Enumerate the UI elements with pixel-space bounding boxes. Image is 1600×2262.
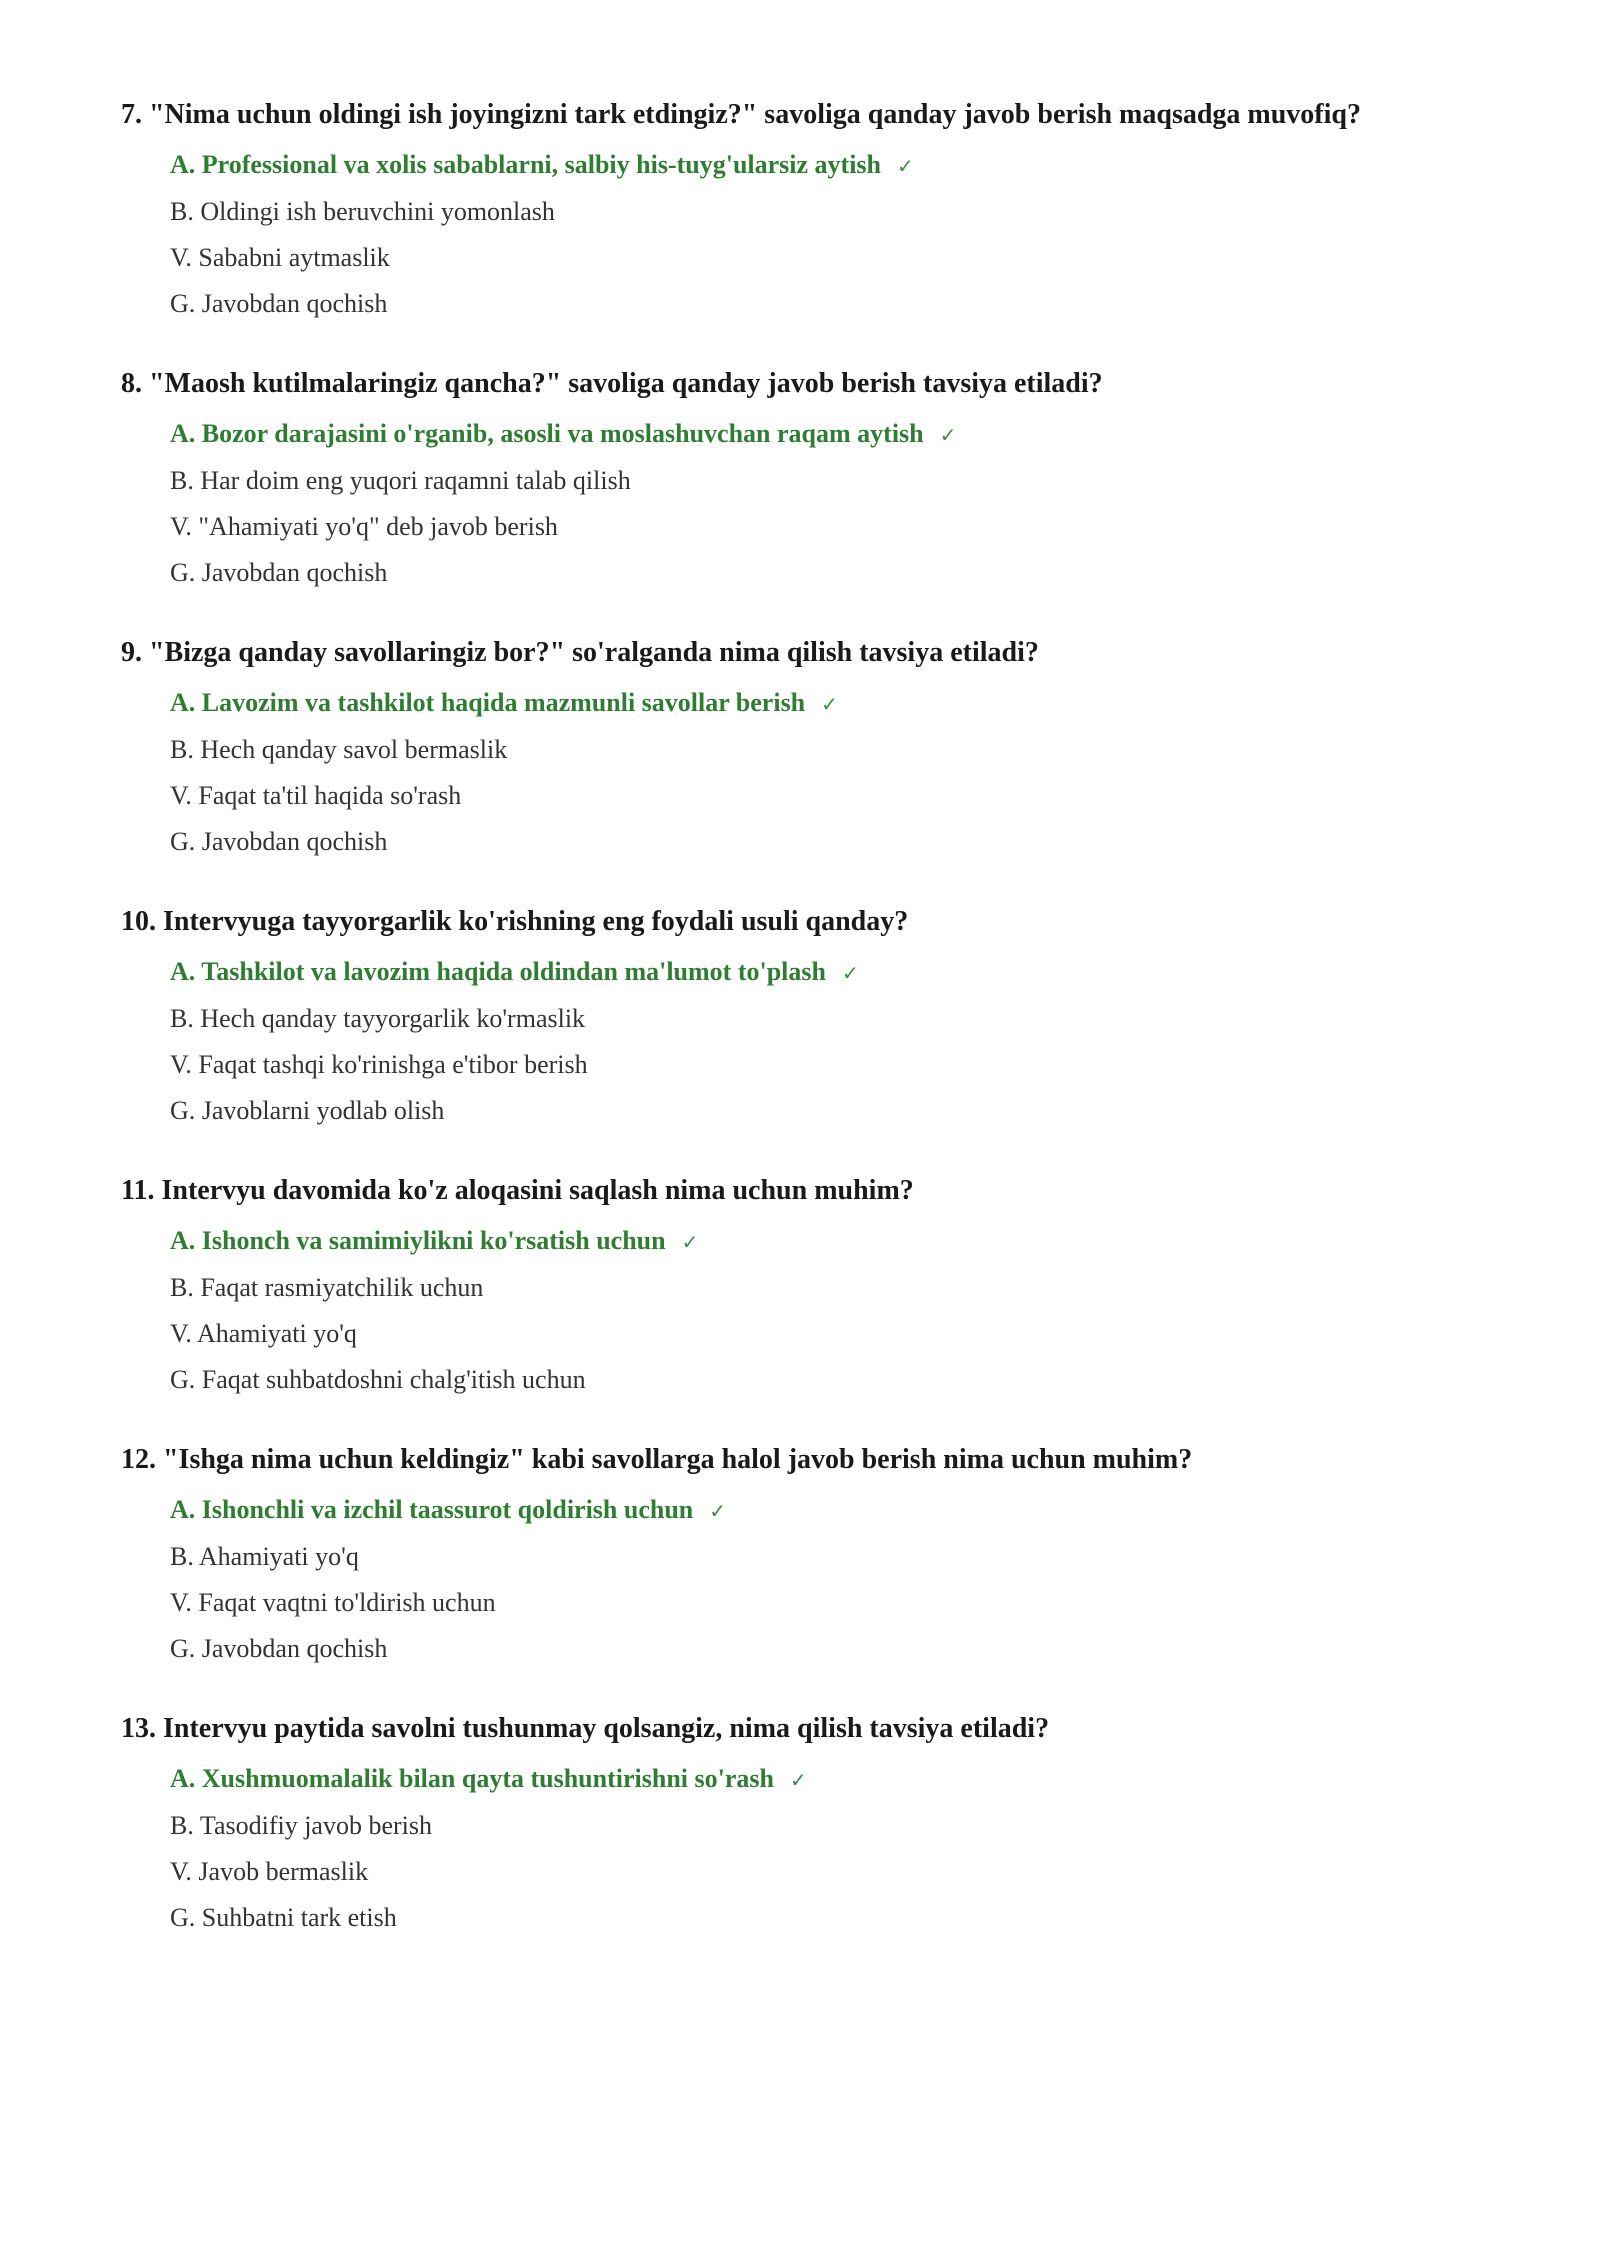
option-text: A. Tashkilot va lavozim haqida oldindan ma'lumot to'plash bbox=[170, 956, 826, 986]
answer-option bbox=[170, 1580, 1421, 1626]
answer-option bbox=[170, 1849, 1421, 1895]
answer-option bbox=[170, 996, 1421, 1042]
question-block bbox=[121, 635, 1421, 865]
question-number: 11. bbox=[121, 1175, 155, 1206]
option-text: B. Faqat rasmiyatchilik uchun bbox=[170, 1272, 484, 1302]
answer-options bbox=[121, 1218, 1421, 1403]
question-number: 9. bbox=[121, 637, 142, 668]
checkmark-icon: ✓ bbox=[821, 691, 838, 716]
question-heading bbox=[121, 904, 1421, 939]
question-heading bbox=[121, 97, 1421, 132]
option-text: G. Javobdan qochish bbox=[170, 288, 388, 318]
option-text: B. Hech qanday tayyorgarlik ko'rmaslik bbox=[170, 1003, 586, 1033]
answer-options bbox=[121, 949, 1421, 1134]
answer-option bbox=[170, 1895, 1421, 1941]
answer-option bbox=[170, 189, 1421, 235]
question-text: Intervyuga tayyorgarlik ko'rishning eng foydali usuli qanday? bbox=[163, 906, 909, 937]
option-text: G. Suhbatni tark etish bbox=[170, 1902, 397, 1932]
option-text: A. Ishonch va samimiylikni ko'rsatish uchun bbox=[170, 1225, 666, 1255]
question-text: "Ishga nima uchun keldingiz" kabi savollarga halol javob berish nima uchun muhim? bbox=[163, 1444, 1193, 1475]
answer-option bbox=[170, 1042, 1421, 1088]
question-text: "Nima uchun oldingi ish joyingizni tark etdingiz?" savoliga qanday javob berish maqsadga muvofiq? bbox=[149, 99, 1361, 130]
checkmark-icon: ✓ bbox=[681, 1229, 699, 1254]
question-text: "Maosh kutilmalaringiz qancha?" savoliga qanday javob berish tavsiya etiladi? bbox=[149, 368, 1103, 399]
checkmark-icon: ✓ bbox=[897, 153, 914, 178]
answer-option bbox=[170, 1626, 1421, 1672]
answer-options bbox=[121, 142, 1421, 327]
option-text: G. Javobdan qochish bbox=[170, 557, 388, 587]
correct-answer-option bbox=[170, 1756, 1421, 1803]
option-text: V. Ahamiyati yo'q bbox=[170, 1318, 357, 1348]
answer-option bbox=[170, 1088, 1421, 1134]
question-text: Intervyu davomida ko'z aloqasini saqlash nima uchun muhim? bbox=[161, 1175, 914, 1206]
question-heading bbox=[121, 1442, 1421, 1477]
correct-answer-option bbox=[170, 411, 1421, 458]
question-text: "Bizga qanday savollaringiz bor?" so'ralganda nima qilish tavsiya etiladi? bbox=[149, 637, 1039, 668]
answer-option bbox=[170, 281, 1421, 327]
option-text: V. Faqat vaqtni to'ldirish uchun bbox=[170, 1587, 496, 1617]
answer-options bbox=[121, 1487, 1421, 1672]
question-heading bbox=[121, 366, 1421, 401]
question-number: 12. bbox=[121, 1444, 156, 1475]
option-text: A. Bozor darajasini o'rganib, asosli va moslashuvchan raqam aytish bbox=[170, 418, 924, 448]
option-text: A. Ishonchli va izchil taassurot qoldirish uchun bbox=[170, 1494, 694, 1524]
correct-answer-option bbox=[170, 680, 1421, 727]
question-block bbox=[121, 366, 1421, 596]
answer-option bbox=[170, 504, 1421, 550]
question-number: 10. bbox=[121, 906, 156, 937]
question-block bbox=[121, 97, 1421, 327]
option-text: B. Hech qanday savol bermaslik bbox=[170, 734, 508, 764]
option-text: V. Faqat tashqi ko'rinishga e'tibor berish bbox=[170, 1049, 588, 1079]
checkmark-icon: ✓ bbox=[841, 960, 859, 985]
answer-option bbox=[170, 773, 1421, 819]
answer-option bbox=[170, 235, 1421, 281]
option-text: A. Xushmuomalalik bilan qayta tushuntirishni so'rash bbox=[170, 1763, 774, 1793]
question-block bbox=[121, 1173, 1421, 1403]
option-text: B. Har doim eng yuqori raqamni talab qilish bbox=[170, 465, 631, 495]
correct-answer-option bbox=[170, 949, 1421, 996]
question-block bbox=[121, 1442, 1421, 1672]
option-text: A. Lavozim va tashkilot haqida mazmunli savollar berish bbox=[170, 687, 806, 717]
answer-options bbox=[121, 680, 1421, 865]
answer-option bbox=[170, 819, 1421, 865]
question-block bbox=[121, 1711, 1421, 1941]
checkmark-icon: ✓ bbox=[939, 422, 957, 447]
answer-option bbox=[170, 1534, 1421, 1580]
option-text: V. "Ahamiyati yo'q" deb javob berish bbox=[170, 511, 558, 541]
option-text: G. Javobdan qochish bbox=[170, 826, 388, 856]
question-number: 13. bbox=[121, 1713, 156, 1744]
correct-answer-option bbox=[170, 1487, 1421, 1534]
option-text: B. Tasodifiy javob berish bbox=[170, 1810, 433, 1840]
answer-option bbox=[170, 1265, 1421, 1311]
answer-option bbox=[170, 727, 1421, 773]
correct-answer-option bbox=[170, 142, 1421, 189]
checkmark-icon: ✓ bbox=[789, 1767, 807, 1792]
option-text: V. Javob bermaslik bbox=[170, 1856, 369, 1886]
option-text: B. Ahamiyati yo'q bbox=[170, 1541, 359, 1571]
answer-option bbox=[170, 1311, 1421, 1357]
correct-answer-option bbox=[170, 1218, 1421, 1265]
answer-option bbox=[170, 1803, 1421, 1849]
answer-option bbox=[170, 458, 1421, 504]
option-text: V. Faqat ta'til haqida so'rash bbox=[170, 780, 462, 810]
option-text: A. Professional va xolis sabablarni, salbiy his-tuyg'ularsiz aytish bbox=[170, 149, 882, 179]
question-text: Intervyu paytida savolni tushunmay qolsangiz, nima qilish tavsiya etiladi? bbox=[163, 1713, 1050, 1744]
question-number: 7. bbox=[121, 99, 142, 130]
answer-option bbox=[170, 1357, 1421, 1403]
question-block bbox=[121, 904, 1421, 1134]
question-heading bbox=[121, 635, 1421, 670]
answer-options bbox=[121, 411, 1421, 596]
option-text: G. Javobdan qochish bbox=[170, 1633, 388, 1663]
option-text: V. Sababni aytmaslik bbox=[170, 242, 390, 272]
question-number: 8. bbox=[121, 368, 142, 399]
answer-options bbox=[121, 1756, 1421, 1941]
checkmark-icon: ✓ bbox=[709, 1498, 727, 1523]
question-heading bbox=[121, 1173, 1421, 1208]
option-text: G. Javoblarni yodlab olish bbox=[170, 1095, 445, 1125]
answer-option bbox=[170, 550, 1421, 596]
option-text: G. Faqat suhbatdoshni chalg'itish uchun bbox=[170, 1364, 586, 1394]
question-heading bbox=[121, 1711, 1421, 1746]
option-text: B. Oldingi ish beruvchini yomonlash bbox=[170, 196, 555, 226]
